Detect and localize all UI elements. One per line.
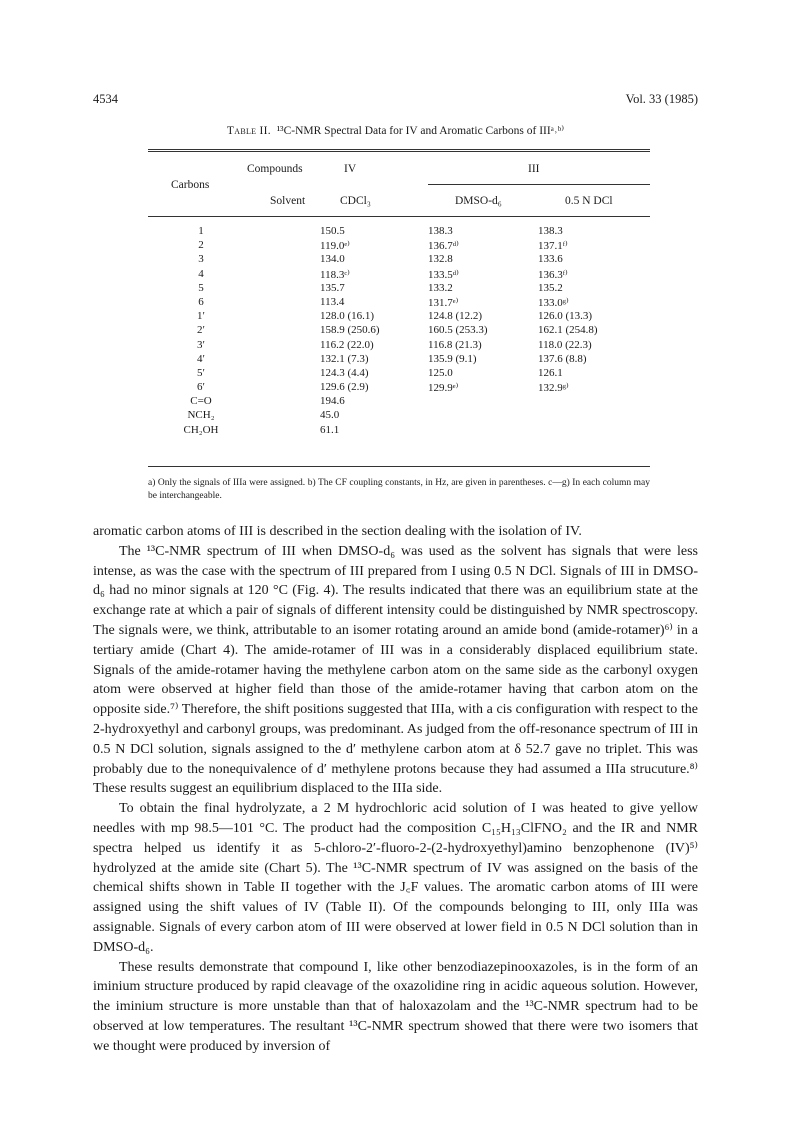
iv-cell: 129.6 (2.9) [320,381,369,394]
iv-cell: 132.1 (7.3) [320,352,369,365]
solvent-dcl: 0.5 N DCl [565,195,613,207]
carbon-cell: 2 [198,239,204,252]
dmso-cell: 136.7ᵈ⁾ [428,240,459,253]
dmso-cell: 131.7ᵉ⁾ [428,296,459,309]
dmso-cell: 160.5 (253.3) [428,324,488,337]
page-number: 4534 [93,92,118,106]
volume-label: Vol. 33 (1985) [625,92,698,106]
dmso-cell: 135.9 (9.1) [428,352,477,365]
table-caption [93,123,698,137]
iv-cell: 128.0 (16.1) [320,310,375,323]
table-label: Table II. [226,125,271,137]
carbon-cell: 1′ [197,310,205,323]
dcl-cell: 126.1 [538,366,563,379]
carbon-cell: 5′ [197,366,205,379]
iv-cell: 45.0 [320,409,340,422]
table-row [148,367,650,381]
paragraph: To obtain the final hydrolyzate, a 2 M hydrochloric acid solution of I was heated to give yellow needles with mp 98.5—101 °C. The product had the composition C₁₅H₁₃ClFNO₂ and the IR and NMR spectra helped us identify it as 5-chloro-2′-fluoro-2-(2-hydroxyethyl)amino benzophenone (IV)⁵⁾ hydrolyzed at the amide site (Chart 5). The ¹³C-NMR spectrum of IV was assigned on the basis of the chemical shifts shown in Table II together with the J꜀F values. The aromatic carbon atoms of III were assigned using the shift values of IV (Table II). Of the compounds belonging to III, only IIIa was assignable. Signals of every carbon atom of III were observed at lower field in 0.5 N DCl solution than in DMSO-d₆. [93,801,698,955]
dmso-cell: 116.8 (21.3) [428,338,482,351]
carbon-cell: 2′ [197,324,205,337]
paragraph: These results demonstrate that compound I, like other benzodiazepinooxazoles, is in the form of an iminium structure produced by rapid cleavage of the oxazolidine ring in acidic aqueous solution. However, the iminium structure is more unstable than that of haloxazolam and the ¹³C-NMR spectrum had to be observed at low temperatures. The resultant ¹³C-NMR spectrum showed that there were two isomers that we thought were produced by inversion of [93,959,698,1054]
table-footnote: a) Only the signals of IIIa were assigned. b) The CF coupling constants, in Hz, are given in parentheses. c—g) In each column may be interchangeable. [148,478,650,501]
table-top-rule [148,149,650,150]
table-row [148,424,650,438]
dcl-cell: 118.0 (22.3) [538,338,592,351]
dcl-cell: 137.1ᶠ⁾ [538,240,568,253]
iv-cell: 113.4 [320,295,345,308]
iv-cell: 134.0 [320,253,345,266]
paragraph: The ¹³C-NMR spectrum of III when DMSO-d₆ was used as the solvent has signals that were less intense, as was the case with the spectrum of III prepared from I using 0.5 N DCl. Signals of III in DMSO-d₆ had no minor signals at 120 °C (Fig. 4). The results indicated that there was an equilibrium state at the exchange rate at which a pair of signals of different intensity could be distinguished by NMR spectroscopy. The signals were, we think, attributable to an isomer rotating around an amide bond (amide-rotamer)⁶⁾ in a tertiary amide (Chart 4). The amide-rotamer of III was in a considerably displaced equilibrium state. Signals of the amide-rotamer having the methylene carbon atom on the same side as the carbonyl oxygen atom were observed at higher field than those of the amide-rotamer having that carbon atom on the opposite side.⁷⁾ Therefore, the shift positions suggested that IIIa, with a cis configuration with respect to the 2-hydroxyethyl and carbonyl groups, was predominant. As judged from the off-resonance spectrum of III in 0.5 N DCl solution, signals assigned to the d′ methylene carbon atom at δ 52.7 gave no triplet. This was probably due to the nonequivalence of d′ methylene protons because they had assumed a IIIa strucuture.⁸⁾ These results suggest an equilibrium displaced to the IIIa side. [93,543,698,797]
dcl-cell: 162.1 (254.8) [538,324,598,337]
running-header [93,92,698,108]
iv-cell: 119.0ᵉ⁾ [320,240,350,253]
table-row [148,409,650,423]
dcl-cell: 138.3 [538,225,563,237]
table-bottom-rule [148,466,650,467]
carbon-cell: 6 [198,295,204,308]
carbon-cell: 4 [198,267,204,280]
header-carbons: Carbons [171,179,210,191]
carbon-cell: 3 [198,253,204,266]
table-row [148,310,650,324]
table-row [148,381,650,395]
table-row [148,296,650,310]
table-header-rule [148,216,650,217]
dcl-cell: 136.3ᶠ⁾ [538,268,568,281]
carbon-cell: 5 [198,281,204,294]
dcl-cell: 137.6 (8.8) [538,352,587,365]
header-iii: III [528,163,540,175]
table-row [148,395,650,409]
header-compounds: Compounds [247,163,303,175]
dcl-cell: 133.6 [538,253,563,266]
dmso-cell: 129.9ᵉ⁾ [428,382,459,395]
carbon-cell: NCH₂ [187,409,215,422]
header-iv: IV [344,163,357,175]
table-row [148,225,650,239]
table-title: ¹³C-NMR Spectral Data for IV and Aromatic Carbons of IIIᵃ˒ᵇ⁾ [276,125,565,137]
dmso-cell: 132.8 [428,253,453,266]
iv-cell: 61.1 [320,423,340,436]
dmso-cell: 125.0 [428,366,453,379]
dmso-cell: 133.5ᵈ⁾ [428,268,459,281]
table-row [148,282,650,296]
carbon-cell: 6′ [197,381,205,394]
table-row [148,239,650,253]
dcl-cell: 132.9ᵍ⁾ [538,382,569,395]
iv-cell: 158.9 (250.6) [320,324,380,337]
header-solvent: Solvent [270,195,306,207]
iv-cell: 150.5 [320,225,345,237]
table-row [148,324,650,338]
paragraph: aromatic carbon atoms of III is described in the section dealing with the isolation of IV. [93,524,582,539]
dmso-cell: 133.2 [428,281,453,294]
carbon-cell: 4′ [197,352,205,365]
iv-cell: 135.7 [320,281,345,294]
table-iii-rule [428,184,650,185]
table-top-rule-2 [148,151,650,152]
dcl-cell: 126.0 (13.3) [538,310,593,323]
dcl-cell: 133.0ᵍ⁾ [538,296,569,309]
dcl-cell: 135.2 [538,281,563,294]
table-row [148,339,650,353]
dmso-cell: 138.3 [428,225,453,237]
carbon-cell: CH₂OH [183,423,219,436]
iv-cell: 124.3 (4.4) [320,366,369,379]
iv-cell: 116.2 (22.0) [320,338,374,351]
carbon-cell: C=O [190,395,212,408]
iv-cell: 194.6 [320,395,345,408]
table-row [148,268,650,282]
solvent-dmso: DMSO-d₆ [455,195,502,207]
carbon-cell: 3′ [197,338,205,351]
carbon-cell: 1 [198,225,204,237]
dmso-cell: 124.8 (12.2) [428,310,483,323]
body-text [93,522,698,1057]
iv-cell: 118.3ᶜ⁾ [320,268,350,281]
table-row [148,353,650,367]
solvent-cdcl3: CDCl₃ [340,195,371,207]
table-body [148,225,650,438]
table-row [148,253,650,267]
